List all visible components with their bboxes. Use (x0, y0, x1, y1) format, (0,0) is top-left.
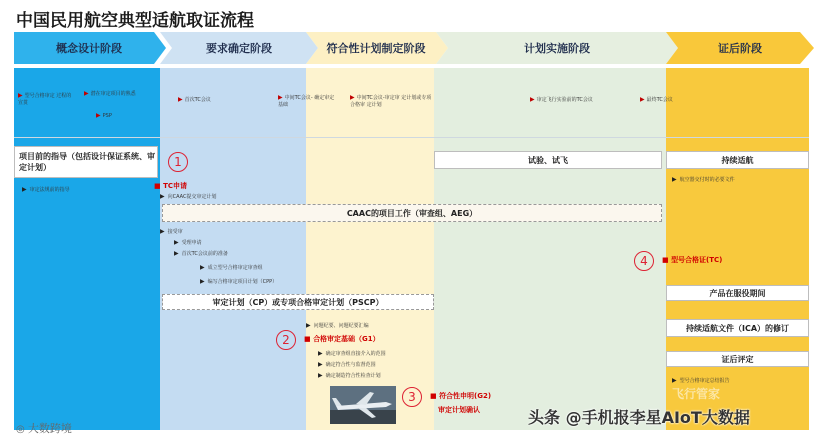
test-flight-box: 试验、试飞 (434, 151, 662, 169)
milestone-item: ▶ 审定飞行实验前的TC会议 (530, 96, 593, 103)
phase-post-cert: 证后阶段 (718, 42, 762, 55)
milestone-marker-2: 2 (276, 330, 296, 350)
column-requirements (160, 68, 306, 430)
cert-basis-label: ■ 合格审定基础（G1） (304, 335, 380, 343)
milestone-item: ▶ 首次TC会议 (178, 96, 211, 103)
watermark-right: 头条 @手机报李星AIoT大数据 (528, 408, 750, 427)
note: ▶ 编写合格审定项目计划（CPP） (200, 278, 278, 285)
phase-compliance-plan: 符合性计划制定阶段 (326, 42, 426, 55)
note: ▶ 受理申请 (174, 239, 202, 246)
continued-airworthiness-box: 持续适航 (666, 151, 809, 169)
note: ▶ 审定法规前的指导 (22, 186, 70, 193)
phase-requirements: 要求确定阶段 (206, 42, 272, 55)
type-certificate-label: ■ 型号合格证(TC) (662, 256, 723, 264)
note: ▶ 向CAAC提交审定计划 (160, 193, 217, 200)
cert-plan-confirm-label: 审定计划确认 (438, 406, 480, 414)
product-in-service-box: 产品在服役期间 (666, 285, 809, 301)
post-cert-evaluation-box: 证后评定 (666, 351, 809, 367)
milestone-item: ▶ PSP (96, 112, 112, 119)
aircraft-image (330, 386, 396, 424)
note: ▶ 确定制造符合性检查计划 (318, 372, 381, 379)
ica-revision-box: 持续适航文件（ICA）的修订 (666, 319, 809, 337)
milestone-item: ▶ 潜在审定项目的熟悉 (84, 90, 136, 97)
watermark-left: ◎ 大数跨境 (16, 422, 72, 435)
note: ▶ 接受审 (160, 228, 183, 235)
column-implementation (434, 68, 666, 430)
page-title: 中国民用航空典型适航取证流程 (16, 11, 254, 31)
tc-application-label: ■ TC申请 (154, 182, 187, 190)
note: ▶ 型号合格审定总结报告 (672, 377, 730, 384)
note: ▶ 问题纪要、问题纪要汇编 (306, 322, 369, 329)
note: ▶ 确定审查组直接介入的范围 (318, 350, 386, 357)
milestone-marker-3: 3 (402, 387, 422, 407)
caac-project-work-box: CAAC的项目工作（审查组、AEG） (162, 204, 662, 222)
note: ▶ 确定符合性与监督范围 (318, 361, 376, 368)
compliance-declaration-label: ■ 符合性申明(G2) (430, 392, 492, 400)
row-divider (14, 137, 809, 138)
milestone-item: ▶ 中间TC会议- 确定审定基础 (278, 94, 335, 108)
pre-project-guidance-box: 项目前的指导（包括设计保证系统、审定计划） (14, 146, 158, 178)
milestone-marker-1: 1 (168, 152, 188, 172)
cert-plan-box: 审定计划（CP）或专项合格审定计划（PSCP） (162, 294, 434, 310)
phase-concept: 概念设计阶段 (56, 42, 122, 55)
milestone-marker-4: 4 (634, 251, 654, 271)
column-post-cert (666, 68, 809, 430)
milestone-item: ▶ 最终TC会议 (640, 96, 673, 103)
milestone-item: ▶ 中间TC会议-审定审 定计划或专项合格审 定计划 (350, 94, 432, 108)
column-concept (14, 68, 160, 430)
note: ▶ 成立型号合格审定审查组 (200, 264, 263, 271)
watermark-faint: 飞行管家 (672, 387, 721, 401)
milestone-item: ▶ 型号合格审定 过程的宣贯 (18, 92, 72, 106)
note: ▶ 首次TC会议前的准备 (174, 250, 228, 257)
phase-bar (14, 32, 814, 64)
note: ▶ 航空器交付时的必要文件 (672, 176, 735, 183)
phase-implementation: 计划实施阶段 (524, 42, 590, 55)
